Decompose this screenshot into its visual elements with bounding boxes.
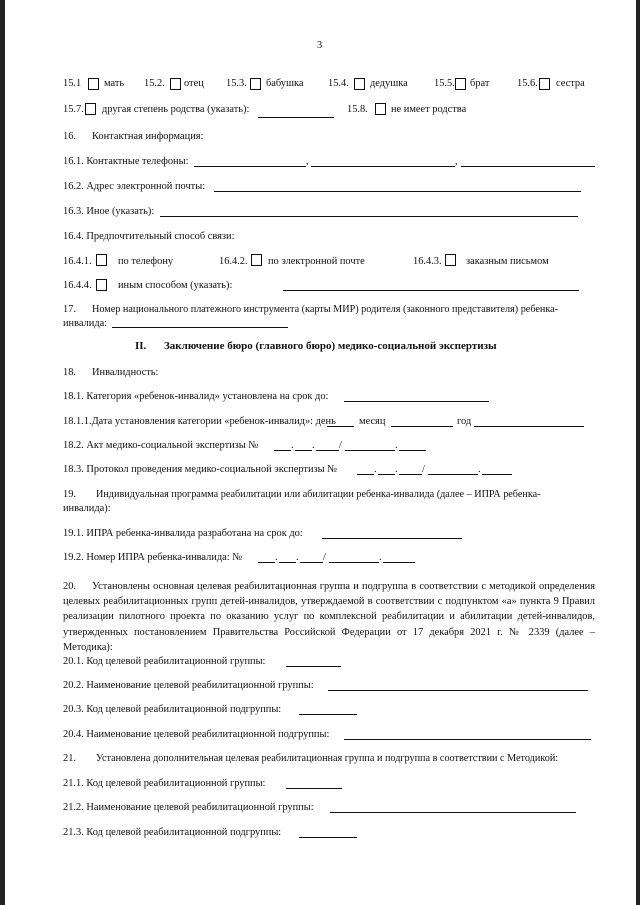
disability-term-label: 18.1. Категория «ребенок-инвалид» установлена на срок до: <box>63 391 329 402</box>
groups-paragraph <box>63 579 595 655</box>
checkbox-other-relation[interactable] <box>85 103 96 115</box>
ipra-number-dot-2: . <box>296 552 299 563</box>
ipra-text-line1: Индивидуальная программа реабилитации или абилитации ребенка-инвалида (далее – ИПРА ребенка- <box>96 489 541 500</box>
card-text-line1: Номер национального платежного инструмента (карты МИР) родителя (законного представителя) ребенка- <box>92 304 559 315</box>
ipra-number-dot-1: . <box>275 552 278 563</box>
mse-protocol-label: 18.3. Протокол проведения медико-социальной экспертизы № <box>63 464 338 475</box>
phone-field-1[interactable] <box>194 166 306 167</box>
mse-act-dot-3: . <box>395 440 398 451</box>
relation-other-field[interactable] <box>258 117 334 118</box>
contacts-other-label: 16.3. Иное (указать): <box>63 206 155 217</box>
ipra-number-field-5[interactable] <box>383 562 415 563</box>
subgroup-name-label: 20.4. Наименование целевой реабилитационной подгруппы: <box>63 729 330 740</box>
ipra-text-line2: инвалида): <box>63 503 111 514</box>
groups-num: 20. <box>63 581 76 592</box>
relation-none-num: 15.8. <box>347 104 368 115</box>
disability-day-field[interactable] <box>327 426 354 427</box>
mse-protocol-field-1[interactable] <box>357 474 374 475</box>
groups-name-label: 20.2. Наименование целевой реабилитационной группы: <box>63 680 314 691</box>
subgroup-code-field[interactable] <box>299 714 357 715</box>
disability-year-label: год <box>457 416 472 427</box>
groups-code-field[interactable] <box>286 666 341 667</box>
ipra-number-field-4[interactable] <box>329 562 379 563</box>
disability-title: Инвалидность: <box>92 367 159 378</box>
mse-act-field-4[interactable] <box>345 450 395 451</box>
mse-act-field-5[interactable] <box>399 450 426 451</box>
mse-protocol-field-3[interactable] <box>399 474 422 475</box>
ipra-number-field-1[interactable] <box>258 562 275 563</box>
disability-date-label: 18.1.1.Дата установления категории «ребенок-инвалид»: день <box>63 416 336 427</box>
mse-protocol-dot-3: . <box>478 464 481 475</box>
relation-label-3: бабушка <box>266 78 304 89</box>
disability-term-field[interactable] <box>344 401 489 402</box>
extra-subgroup-code-field[interactable] <box>299 837 357 838</box>
checkbox-by-email[interactable] <box>251 254 262 266</box>
mse-protocol-field-4[interactable] <box>428 474 478 475</box>
extra-groups-name-field[interactable] <box>330 812 576 813</box>
section-title: Заключение бюро (главного бюро) медико-социальной экспертизы <box>164 340 497 352</box>
extra-groups-title: Установлена дополнительная целевая реабилитационная группа и подгруппа в соответствии с Методикой: <box>96 753 559 764</box>
contact-opt3-num: 16.4.3. <box>413 256 442 267</box>
page-left-edge <box>0 0 5 905</box>
mse-protocol-field-2[interactable] <box>378 474 395 475</box>
contacts-email-label: 16.2. Адрес электронной почты: <box>63 181 206 192</box>
checkbox-by-phone[interactable] <box>96 254 107 266</box>
extra-subgroup-code-label: 21.3. Код целевой реабилитационной подгруппы: <box>63 827 282 838</box>
groups-text: Установлены основная целевая реабилитационная группа и подгруппа в соответствии с методикой определения целевых реабилитационных групп детей-инвалидов, утверждаемой в соответствии с подпунктом «а» пункта 9 Правил реализации пилотного проекта по оказанию услуг по комплексной реабилитации и абилитации детей-инвалидов, утвержденных постановлением Правительства Российской Федерации от 17 декабря 2021 г. № 2339 (далее – Методика): <box>63 581 595 653</box>
checkbox-grandmother[interactable] <box>250 78 261 90</box>
relation-other-num: 15.7. <box>63 104 84 115</box>
extra-groups-code-field[interactable] <box>286 788 342 789</box>
ipra-number-field-2[interactable] <box>279 562 296 563</box>
mse-act-dot-1: . <box>291 440 294 451</box>
ipra-number-field-3[interactable] <box>300 562 323 563</box>
ipra-number-dot-3: . <box>379 552 382 563</box>
checkbox-grandfather[interactable] <box>354 78 365 90</box>
checkbox-by-registered-mail[interactable] <box>445 254 456 266</box>
relation-num-4: 15.4. <box>328 78 349 89</box>
phone-separator-1: , <box>306 156 309 167</box>
mse-act-field-3[interactable] <box>316 450 339 451</box>
mse-act-field-2[interactable] <box>295 450 312 451</box>
extra-groups-code-label: 21.1. Код целевой реабилитационной группы: <box>63 778 266 789</box>
relation-num-1: 15.1 <box>63 78 82 89</box>
disability-year-field[interactable] <box>474 426 584 427</box>
relation-label-2: отец <box>184 78 204 89</box>
mse-protocol-dot-1: . <box>374 464 377 475</box>
contacts-title: Контактная информация: <box>92 131 204 142</box>
relation-num-5: 15.5. <box>434 78 455 89</box>
email-field[interactable] <box>214 191 581 192</box>
disability-month-field[interactable] <box>391 426 453 427</box>
groups-code-label: 20.1. Код целевой реабилитационной группы: <box>63 656 266 667</box>
relation-num-2: 15.2. <box>144 78 165 89</box>
phone-field-3[interactable] <box>461 166 595 167</box>
contact-opt1-label: по телефону <box>118 256 174 267</box>
disability-num: 18. <box>63 367 76 378</box>
subgroup-code-label: 20.3. Код целевой реабилитационной подгруппы: <box>63 704 282 715</box>
mse-act-label: 18.2. Акт медико-социальной экспертизы № <box>63 440 259 451</box>
contacts-other-field[interactable] <box>160 216 578 217</box>
contacts-phones-label: 16.1. Контактные телефоны: <box>63 156 189 167</box>
contact-opt2-num: 16.4.2. <box>219 256 248 267</box>
checkbox-no-relation[interactable] <box>375 103 386 115</box>
mse-act-dot-2: . <box>312 440 315 451</box>
checkbox-mother[interactable] <box>88 78 99 90</box>
mse-protocol-dot-2: . <box>395 464 398 475</box>
phone-separator-2: , <box>455 156 458 167</box>
relation-label-4: дедушка <box>370 78 408 89</box>
contact-opt3-label: заказным письмом <box>466 256 549 267</box>
mse-act-slash: / <box>339 440 342 451</box>
relation-label-1: мать <box>104 78 125 89</box>
extra-groups-name-label: 21.2. Наименование целевой реабилитационной группы: <box>63 802 314 813</box>
mse-protocol-field-5[interactable] <box>482 474 512 475</box>
phone-field-2[interactable] <box>311 166 455 167</box>
relation-num-3: 15.3. <box>226 78 247 89</box>
section-num: II. <box>135 340 147 352</box>
groups-name-field[interactable] <box>328 690 588 691</box>
checkbox-sister[interactable] <box>539 78 550 90</box>
ipra-term-field[interactable] <box>322 538 462 539</box>
disability-month-label: месяц <box>359 416 386 427</box>
contact-opt4-label: иным способом (указать): <box>118 280 233 291</box>
card-number-field[interactable] <box>112 327 288 328</box>
contact-opt1-num: 16.4.1. <box>63 256 92 267</box>
card-text-line2: инвалида: <box>63 318 108 329</box>
relation-other-label: другая степень родства (указать): <box>102 104 250 115</box>
card-num: 17. <box>63 304 76 315</box>
contacts-num: 16. <box>63 131 76 142</box>
contact-other-method-field[interactable] <box>283 290 579 291</box>
checkbox-other-method[interactable] <box>96 279 107 291</box>
mse-protocol-slash: / <box>422 464 425 475</box>
ipra-num: 19. <box>63 489 76 500</box>
page-number: 3 <box>317 40 323 51</box>
ipra-number-label: 19.2. Номер ИПРА ребенка-инвалида: № <box>63 552 243 563</box>
relation-label-6: сестра <box>556 78 585 89</box>
relation-label-5: брат <box>470 78 490 89</box>
extra-groups-num: 21. <box>63 753 76 764</box>
ipra-number-slash: / <box>323 552 326 563</box>
checkbox-brother[interactable] <box>455 78 466 90</box>
relation-num-6: 15.6. <box>517 78 538 89</box>
mse-act-field-1[interactable] <box>274 450 291 451</box>
subgroup-name-field[interactable] <box>344 739 591 740</box>
contact-opt4-num: 16.4.4. <box>63 280 92 291</box>
ipra-term-label: 19.1. ИПРА ребенка-инвалида разработана на срок до: <box>63 528 303 539</box>
relation-none-label: не имеет родства <box>391 104 467 115</box>
contact-opt2-label: по электронной почте <box>268 256 365 267</box>
checkbox-father[interactable] <box>170 78 181 90</box>
page-right-edge <box>636 0 640 905</box>
contacts-preferred-label: 16.4. Предпочтительный способ связи: <box>63 231 235 242</box>
